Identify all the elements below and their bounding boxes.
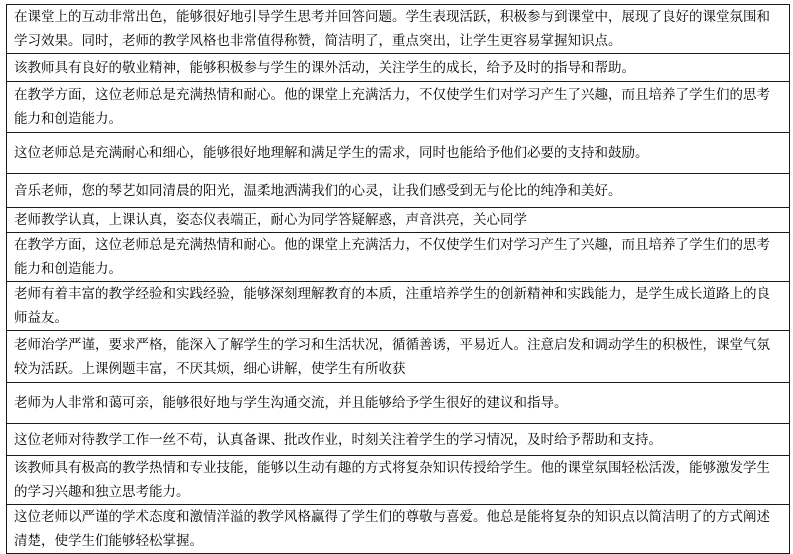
comment-cell[interactable]	[7, 208, 790, 233]
table-row	[7, 424, 790, 456]
comment-cell[interactable]	[7, 133, 790, 174]
table-row	[7, 133, 790, 174]
comment-text: 老师有着丰富的教学经验和实践经验，能够深刻理解教育的本质，注重培养学生的创新精神和实践能力，是学生成长道路上的良师益友。	[14, 286, 770, 326]
comment-cell[interactable]	[7, 5, 790, 54]
comment-cell[interactable]	[7, 456, 790, 505]
comment-text: 在课堂上的互动非常出色，能够很好地引导学生思考并回答问题。学生表现活跃，积极参与到课堂中，展现了良好的课堂氛围和学习效果。同时，老师的教学风格也非常值得称赞，简洁明了，重点突出，让学生更容易掌握知识点。	[14, 9, 770, 49]
comment-cell[interactable]	[7, 174, 790, 208]
table-row	[7, 208, 790, 233]
table-row	[7, 54, 790, 82]
table-row	[7, 505, 790, 554]
comment-text: 老师治学严谨，要求严格，能深入了解学生的学习和生活状况，循循善诱，平易近人。注意启发和调动学生的积极性，课堂气氛较为活跃。上课例题丰富，不厌其烦，细心讲解，使学生有所收获	[14, 336, 770, 377]
table-row	[7, 82, 790, 133]
comment-text: 音乐老师，您的琴艺如同清晨的阳光，温柔地洒满我们的心灵，让我们感受到无与伦比的纯净和美好。	[14, 182, 622, 199]
table-row	[7, 282, 790, 331]
comment-text: 该教师具有极高的教学热情和专业技能，能够以生动有趣的方式将复杂知识传授给学生。他的课堂氛围轻松活泼，能够激发学生的学习兴趣和独立思考能力。	[14, 460, 770, 500]
comment-text: 在教学方面，这位老师总是充满热情和耐心。他的课堂上充满活力，不仅使学生们对学习产生了兴趣，而且培养了学生们的思考能力和创造能力。	[14, 87, 770, 127]
comment-cell[interactable]	[7, 383, 790, 424]
comment-cell[interactable]	[7, 282, 790, 331]
comment-text: 老师为人非常和蔼可亲，能够很好地与学生沟通交流，并且能够给予学生很好的建议和指导。	[14, 395, 568, 411]
table-row	[7, 456, 790, 505]
comment-text: 在教学方面，这位老师总是充满热情和耐心。他的课堂上充满活力，不仅使学生们对学习产生了兴趣，而且培养了学生们的思考能力和创造能力。	[14, 237, 770, 277]
comment-text: 这位老师对待教学工作一丝不苟，认真备课、批改作业，时刻关注着学生的学习情况，及时给予帮助和支持。	[14, 431, 662, 448]
comment-cell[interactable]	[7, 54, 790, 82]
comment-cell[interactable]	[7, 505, 790, 554]
comment-cell[interactable]	[7, 233, 790, 282]
comment-text: 这位老师以严谨的学术态度和激情洋溢的教学风格赢得了学生们的尊敬与喜爱。他总是能将复杂的知识点以简洁明了的方式阐述清楚，使学生们能够轻松掌握。	[14, 509, 770, 549]
table-row	[7, 331, 790, 383]
comment-cell[interactable]	[7, 424, 790, 456]
comment-cell[interactable]	[7, 82, 790, 133]
table-row	[7, 383, 790, 424]
table-row	[7, 233, 790, 282]
comment-text: 老师教学认真，上课认真，姿态仪表端正，耐心为同学答疑解惑，声音洪亮，关心同学	[14, 212, 527, 228]
table-row	[7, 174, 790, 208]
comment-cell[interactable]	[7, 331, 790, 383]
comment-text: 该教师具有良好的敬业精神，能够积极参与学生的课外活动，关注学生的成长，给予及时的指导和帮助。	[14, 59, 635, 76]
comment-text: 这位老师总是充满耐心和细心，能够很好地理解和满足学生的需求，同时也能给予他们必要的支持和鼓励。	[14, 145, 649, 161]
teacher-comments-table	[6, 4, 790, 554]
table-row	[7, 5, 790, 54]
